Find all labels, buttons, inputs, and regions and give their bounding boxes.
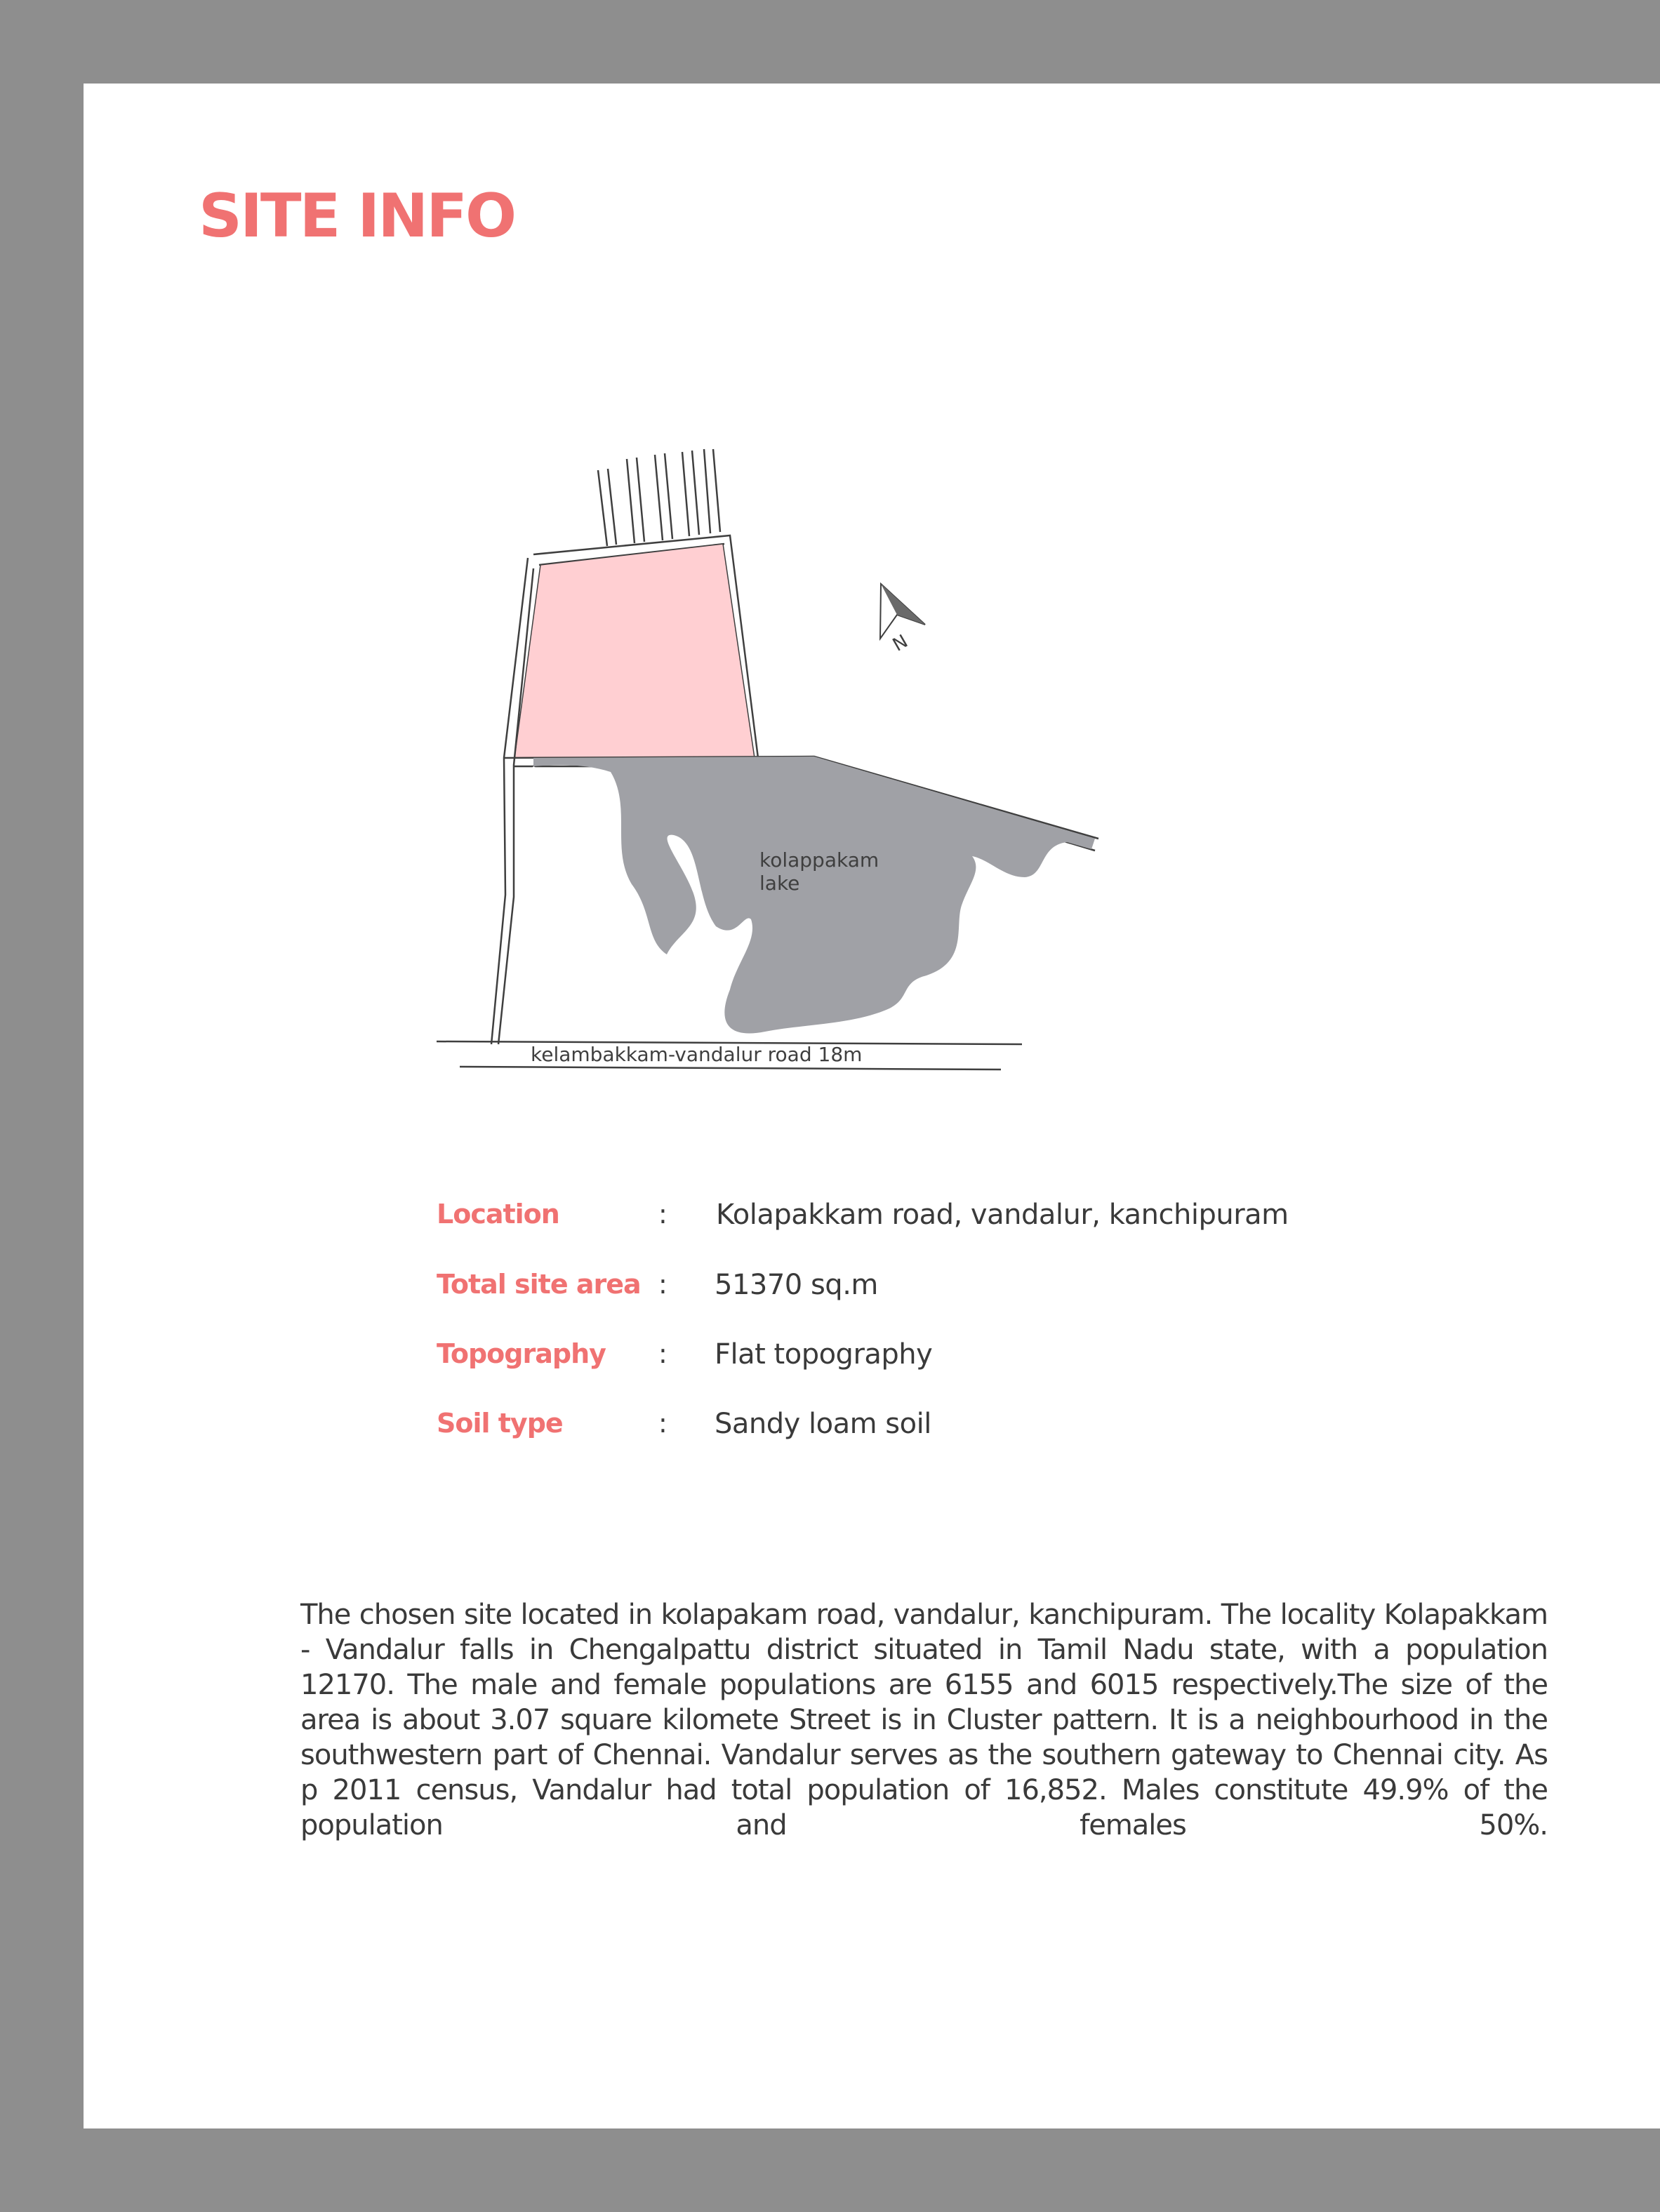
site-map (351, 351, 1158, 1095)
site-description: The chosen site located in kolapakam road, vandalur, kanchipuram. The locality Kolapakkam - Vandalur falls in Chengalpattu district situated in Tamil Nadu state, with a population 12170. The male and female populations are 6155 and 6015 respectively.The size of the area is about 3.07 square kilomete Street is in Cluster pattern. It is a neighbourhood in the southwestern part of Chennai. Vandalur serves as the southern gateway to Chennai city. As p 2011 census, Vandalur had total population of 16,852. Males constitute 49.9% of the population and females 50%. (300, 1599, 1548, 1841)
soil-type-value: Sandy loam soil (715, 1408, 931, 1440)
lake-label-line1: kolappakam (759, 848, 879, 872)
info-row-total-site-area (437, 1269, 1419, 1311)
road-label: kelambakkam-vandalur road 18m (531, 1043, 863, 1066)
lake-inlet (531, 766, 562, 797)
topography-colon: : (658, 1338, 668, 1369)
total-site-area-colon: : (658, 1269, 668, 1300)
info-row-topography (437, 1338, 1419, 1380)
location-value: Kolapakkam road, vandalur, kanchipuram (716, 1199, 1289, 1231)
site-parcel (514, 544, 755, 758)
info-row-soil-type (437, 1408, 1419, 1450)
info-row-location (437, 1199, 1419, 1241)
topography-value: Flat topography (715, 1338, 933, 1371)
soil-type-label: Soil type (437, 1408, 563, 1439)
north-label: N (889, 631, 912, 656)
page-title: SITE INFO (199, 181, 515, 251)
total-site-area-label: Total site area (437, 1269, 641, 1300)
lake-shape (533, 757, 1095, 1034)
soil-type-colon: : (658, 1408, 668, 1439)
west-road-lines (491, 558, 533, 1044)
total-site-area-value: 51370 sq.m (715, 1269, 878, 1301)
access-road-lines (598, 449, 720, 546)
topography-label: Topography (437, 1338, 606, 1369)
lake-label-line2: lake (759, 872, 800, 895)
north-arrow-icon (880, 584, 925, 656)
location-label: Location (437, 1199, 559, 1230)
location-colon: : (658, 1199, 668, 1230)
